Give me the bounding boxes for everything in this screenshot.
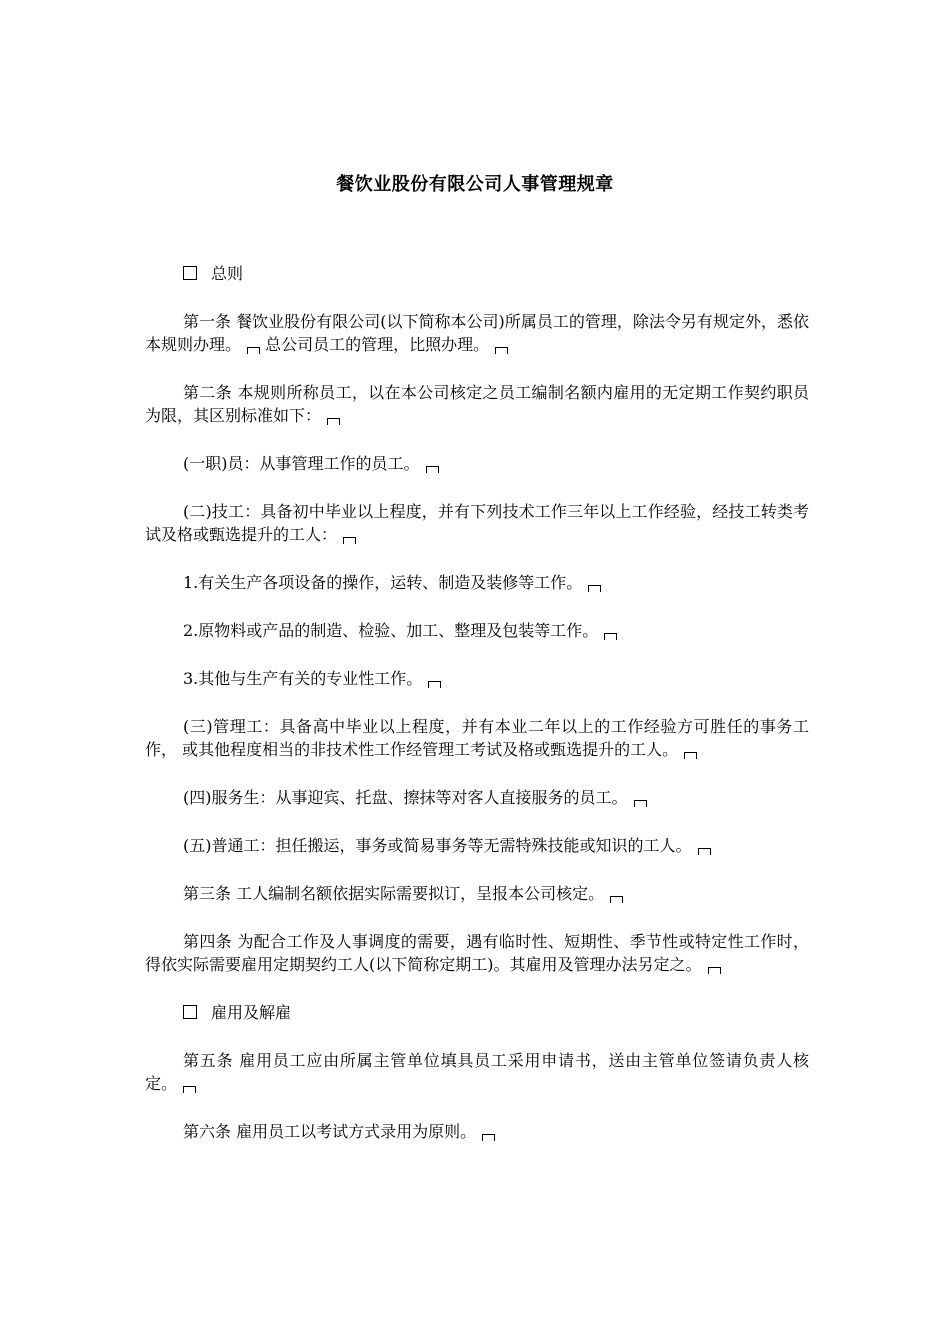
article-5 (145, 1049, 809, 1095)
article-2-item-4 (145, 786, 809, 809)
article-2-item-2-sub-1 (145, 571, 809, 594)
article-2-item-5 (145, 834, 809, 857)
article-2-item-5-text: (五)普通工：担任搬运，事务或简易事务等无需特殊技能或知识的工人。 (183, 836, 692, 855)
article-2-item-4-text: (四)服务生：从事迎宾、托盘、擦抹等对客人直接服务的员工。 (183, 788, 628, 807)
article-2-item-2-sub-2-text: 2.原物料或产品的制造、检验、加工、整理及包装等工作。 (183, 621, 599, 640)
article-3-text: 第三条 工人编制名额依据实际需要拟订，呈报本公司核定。 (183, 884, 605, 903)
document-body (145, 262, 809, 1168)
article-6-text: 第六条 雇用员工以考试方式录用为原则。 (183, 1122, 477, 1141)
article-3 (145, 882, 809, 905)
article-1 (145, 310, 809, 356)
article-2-item-2-sub-1-text: 1.有关生产各项设备的操作，运转、制造及装修等工作。 (183, 573, 583, 592)
article-2-item-2-sub-3 (145, 667, 809, 690)
paragraph-mark-icon (183, 1086, 196, 1093)
paragraph-mark-icon (343, 537, 356, 544)
article-2-item-2 (145, 500, 809, 546)
paragraph-mark-icon (610, 896, 623, 903)
article-5-text: 第五条 雇用员工应由所属主管单位填具员工采用申请书，送由主管单位签请负责人核定。 (145, 1051, 809, 1093)
article-2-item-2-sub-2 (145, 619, 809, 642)
article-6 (145, 1120, 809, 1143)
article-2-item-1-text: (一职)员：从事管理工作的员工。 (183, 454, 420, 473)
document-title: 餐饮业股份有限公司人事管理规章 (336, 174, 614, 195)
section-heading-text: 雇用及解雇 (211, 1003, 292, 1022)
article-4 (145, 930, 809, 976)
paragraph-mark-icon (698, 848, 711, 855)
paragraph-mark-icon (482, 1134, 495, 1141)
paragraph-mark-icon (588, 585, 601, 592)
article-4-text: 第四条 为配合工作及人事调度的需要，遇有临时性、短期性、季节性或特定性工作时，得依实际需要雇用定期契约工人(以下简称定期工)。其雇用及管理办法另定之。 (145, 932, 809, 974)
paragraph-mark-icon (495, 347, 508, 354)
article-2-item-2-text: (二)技工：具备初中毕业以上程度，并有下列技术工作三年以上工作经验，经技工转类考试及格或甄选提升的工人： (145, 502, 809, 544)
paragraph-mark-icon (426, 466, 439, 473)
article-2-item-1 (145, 452, 809, 475)
article-2-item-3 (145, 715, 809, 761)
section-heading-general (145, 262, 809, 285)
article-2-text: 第二条 本规则所称员工，以在本公司核定之员工编制名额内雇用的无定期工作契约职员为限，其区别标准如下： (145, 383, 809, 425)
checkbox-square-icon (183, 1005, 197, 1019)
paragraph-mark-icon (327, 418, 340, 425)
checkbox-square-icon (183, 266, 197, 280)
article-1-text: 第一条 餐饮业股份有限公司(以下简称本公司)所属员工的管理，除法令另有规定外，悉依本规则办理。 (145, 312, 809, 354)
paragraph-mark-icon (428, 681, 441, 688)
paragraph-mark-icon (604, 633, 617, 640)
paragraph-mark-icon (634, 800, 647, 807)
section-heading-hiring (145, 1001, 809, 1024)
paragraph-mark-icon (684, 752, 697, 759)
paragraph-mark-icon (247, 347, 260, 354)
article-2 (145, 381, 809, 427)
article-2-item-3-text: (三)管理工：具备高中毕业以上程度，并有本业二年以上的工作经验方可胜任的事务工作， 或其他程度相当的非技术性工作经管理工考试及格或甄选提升的工人。 (145, 717, 809, 759)
paragraph-mark-icon (708, 967, 721, 974)
article-2-item-2-sub-3-text: 3.其他与生产有关的专业性工作。 (183, 669, 423, 688)
section-heading-text: 总则 (211, 264, 244, 283)
article-1-text-continued: 总公司员工的管理，比照办理。 (265, 335, 490, 354)
